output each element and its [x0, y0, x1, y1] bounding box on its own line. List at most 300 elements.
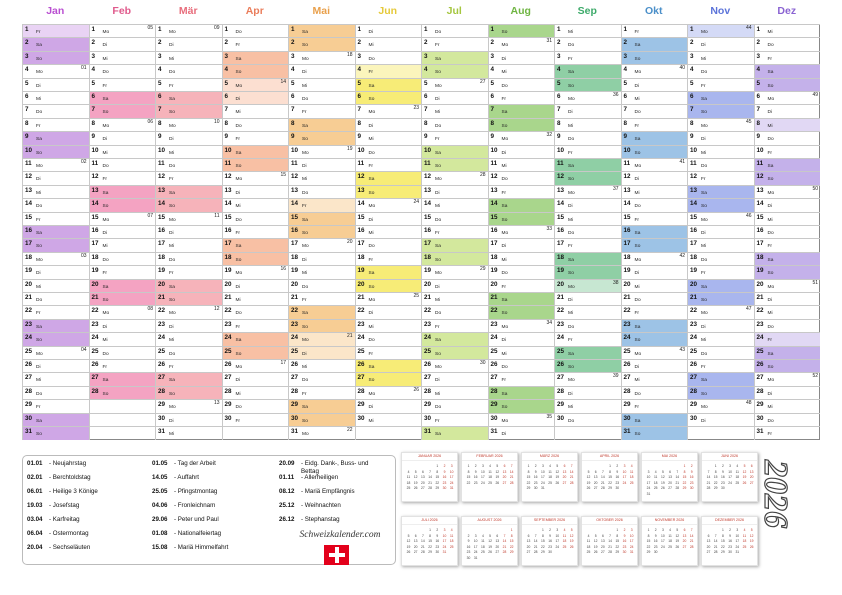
day-cell[interactable]: [89, 171, 156, 185]
day-cell[interactable]: [89, 158, 156, 172]
day-cell[interactable]: [155, 305, 222, 319]
day-cell[interactable]: [621, 346, 688, 360]
day-cell[interactable]: [754, 24, 821, 38]
day-cell[interactable]: [89, 346, 156, 360]
day-cell[interactable]: [22, 238, 89, 252]
day-cell[interactable]: [488, 91, 555, 105]
day-cell[interactable]: [488, 305, 555, 319]
day-cell[interactable]: [222, 319, 289, 333]
day-cell[interactable]: [687, 386, 754, 400]
day-cell[interactable]: [222, 118, 289, 132]
day-cell[interactable]: [754, 51, 821, 65]
day-cell[interactable]: [288, 359, 355, 373]
day-cell[interactable]: [488, 37, 555, 51]
day-cell[interactable]: [621, 319, 688, 333]
day-cell[interactable]: [155, 225, 222, 239]
day-cell[interactable]: [488, 399, 555, 413]
day-cell[interactable]: [222, 212, 289, 226]
day-cell[interactable]: [288, 426, 355, 440]
day-cell[interactable]: [155, 171, 222, 185]
day-cell[interactable]: [687, 292, 754, 306]
day-cell[interactable]: [355, 359, 422, 373]
day-cell[interactable]: [687, 158, 754, 172]
day-cell[interactable]: [288, 37, 355, 51]
day-cell[interactable]: [754, 171, 821, 185]
day-cell[interactable]: [754, 346, 821, 360]
day-cell[interactable]: [288, 131, 355, 145]
day-cell[interactable]: [288, 104, 355, 118]
day-cell[interactable]: [554, 198, 621, 212]
day-cell[interactable]: [89, 279, 156, 293]
day-cell[interactable]: [754, 332, 821, 346]
day-cell[interactable]: [687, 265, 754, 279]
day-cell[interactable]: [687, 145, 754, 159]
day-cell[interactable]: [22, 212, 89, 226]
day-cell[interactable]: [288, 319, 355, 333]
day-cell[interactable]: [421, 91, 488, 105]
day-cell[interactable]: [554, 332, 621, 346]
day-cell[interactable]: [22, 346, 89, 360]
day-cell[interactable]: [288, 158, 355, 172]
day-cell[interactable]: [621, 305, 688, 319]
day-cell[interactable]: [621, 24, 688, 38]
day-cell[interactable]: [621, 372, 688, 386]
day-cell[interactable]: [554, 158, 621, 172]
day-cell[interactable]: [355, 265, 422, 279]
day-cell[interactable]: [687, 413, 754, 427]
day-cell[interactable]: [621, 265, 688, 279]
day-cell[interactable]: [621, 91, 688, 105]
day-cell[interactable]: [754, 252, 821, 266]
day-cell[interactable]: [155, 51, 222, 65]
day-cell[interactable]: [288, 118, 355, 132]
day-cell[interactable]: [155, 426, 222, 440]
day-cell[interactable]: [421, 118, 488, 132]
day-cell[interactable]: [754, 212, 821, 226]
day-cell[interactable]: [754, 399, 821, 413]
day-cell[interactable]: [621, 279, 688, 293]
day-cell[interactable]: [421, 346, 488, 360]
day-cell[interactable]: [554, 118, 621, 132]
day-cell[interactable]: [22, 51, 89, 65]
day-cell[interactable]: [222, 171, 289, 185]
day-cell[interactable]: [222, 332, 289, 346]
day-cell[interactable]: [421, 292, 488, 306]
day-cell[interactable]: [89, 399, 156, 413]
day-cell[interactable]: [554, 24, 621, 38]
day-cell[interactable]: [421, 51, 488, 65]
day-cell[interactable]: [421, 279, 488, 293]
day-cell[interactable]: [355, 372, 422, 386]
day-cell[interactable]: [687, 104, 754, 118]
day-cell[interactable]: [621, 198, 688, 212]
day-cell[interactable]: [288, 305, 355, 319]
day-cell[interactable]: [355, 131, 422, 145]
day-cell[interactable]: [155, 64, 222, 78]
day-cell[interactable]: [754, 305, 821, 319]
day-cell[interactable]: [288, 332, 355, 346]
day-cell[interactable]: [754, 225, 821, 239]
day-cell[interactable]: [222, 265, 289, 279]
day-cell[interactable]: [355, 78, 422, 92]
day-cell[interactable]: [687, 91, 754, 105]
day-cell[interactable]: [554, 279, 621, 293]
day-cell[interactable]: [22, 426, 89, 440]
day-cell[interactable]: [22, 332, 89, 346]
day-cell[interactable]: [687, 185, 754, 199]
day-cell[interactable]: [754, 118, 821, 132]
day-cell[interactable]: [22, 24, 89, 38]
day-cell[interactable]: [288, 78, 355, 92]
day-cell[interactable]: [155, 118, 222, 132]
day-cell[interactable]: [22, 292, 89, 306]
day-cell[interactable]: [488, 185, 555, 199]
day-cell[interactable]: [488, 104, 555, 118]
day-cell[interactable]: [222, 131, 289, 145]
day-cell[interactable]: [22, 413, 89, 427]
day-cell[interactable]: [288, 171, 355, 185]
day-cell[interactable]: [89, 292, 156, 306]
day-cell[interactable]: [554, 372, 621, 386]
day-cell[interactable]: [421, 265, 488, 279]
day-cell[interactable]: [754, 131, 821, 145]
day-cell[interactable]: [554, 265, 621, 279]
day-cell[interactable]: [222, 238, 289, 252]
day-cell[interactable]: [754, 413, 821, 427]
day-cell[interactable]: [155, 332, 222, 346]
day-cell[interactable]: [89, 212, 156, 226]
day-cell[interactable]: [621, 131, 688, 145]
day-cell[interactable]: [754, 359, 821, 373]
day-cell[interactable]: [155, 158, 222, 172]
day-cell[interactable]: [554, 78, 621, 92]
day-cell[interactable]: [355, 399, 422, 413]
day-cell[interactable]: [89, 131, 156, 145]
day-cell[interactable]: [288, 279, 355, 293]
day-cell[interactable]: [488, 131, 555, 145]
day-cell[interactable]: [355, 238, 422, 252]
day-cell[interactable]: [687, 131, 754, 145]
day-cell[interactable]: [421, 359, 488, 373]
day-cell[interactable]: [488, 372, 555, 386]
day-cell[interactable]: [488, 51, 555, 65]
day-cell[interactable]: [89, 413, 156, 427]
day-cell[interactable]: [554, 212, 621, 226]
day-cell[interactable]: [621, 359, 688, 373]
day-cell[interactable]: [754, 64, 821, 78]
day-cell[interactable]: [421, 225, 488, 239]
day-cell[interactable]: [89, 64, 156, 78]
day-cell[interactable]: [687, 426, 754, 440]
day-cell[interactable]: [687, 238, 754, 252]
day-cell[interactable]: [89, 24, 156, 38]
day-cell[interactable]: [288, 346, 355, 360]
day-cell[interactable]: [288, 413, 355, 427]
day-cell[interactable]: [554, 346, 621, 360]
day-cell[interactable]: [488, 24, 555, 38]
day-cell[interactable]: [155, 238, 222, 252]
day-cell[interactable]: [22, 185, 89, 199]
day-cell[interactable]: [155, 104, 222, 118]
day-cell[interactable]: [421, 131, 488, 145]
day-cell[interactable]: [222, 51, 289, 65]
day-cell[interactable]: [355, 171, 422, 185]
day-cell[interactable]: [155, 265, 222, 279]
day-cell[interactable]: [488, 265, 555, 279]
day-cell[interactable]: [421, 198, 488, 212]
day-cell[interactable]: [554, 131, 621, 145]
day-cell[interactable]: [155, 319, 222, 333]
day-cell[interactable]: [222, 145, 289, 159]
day-cell[interactable]: [488, 118, 555, 132]
day-cell[interactable]: [488, 279, 555, 293]
day-cell[interactable]: [222, 413, 289, 427]
day-cell[interactable]: [155, 145, 222, 159]
day-cell[interactable]: [488, 158, 555, 172]
day-cell[interactable]: [687, 51, 754, 65]
day-cell[interactable]: [754, 185, 821, 199]
day-cell[interactable]: [488, 78, 555, 92]
day-cell[interactable]: [754, 265, 821, 279]
day-cell[interactable]: [222, 292, 289, 306]
day-cell[interactable]: [288, 386, 355, 400]
day-cell[interactable]: [554, 305, 621, 319]
day-cell[interactable]: [621, 51, 688, 65]
day-cell[interactable]: [355, 346, 422, 360]
day-cell[interactable]: [621, 413, 688, 427]
day-cell[interactable]: [621, 158, 688, 172]
day-cell[interactable]: [355, 212, 422, 226]
day-cell[interactable]: [155, 37, 222, 51]
day-cell[interactable]: [22, 372, 89, 386]
day-cell[interactable]: [89, 252, 156, 266]
day-cell[interactable]: [89, 37, 156, 51]
day-cell[interactable]: [222, 185, 289, 199]
day-cell[interactable]: [155, 399, 222, 413]
day-cell[interactable]: [621, 252, 688, 266]
day-cell[interactable]: [155, 386, 222, 400]
day-cell[interactable]: [687, 198, 754, 212]
day-cell[interactable]: [222, 359, 289, 373]
day-cell[interactable]: [621, 171, 688, 185]
day-cell[interactable]: [687, 359, 754, 373]
day-cell[interactable]: [288, 238, 355, 252]
day-cell[interactable]: [488, 171, 555, 185]
day-cell[interactable]: [421, 64, 488, 78]
day-cell[interactable]: [288, 198, 355, 212]
day-cell[interactable]: [288, 212, 355, 226]
day-cell[interactable]: [554, 171, 621, 185]
day-cell[interactable]: [155, 131, 222, 145]
day-cell[interactable]: [355, 386, 422, 400]
day-cell[interactable]: [355, 332, 422, 346]
day-cell[interactable]: [288, 64, 355, 78]
day-cell[interactable]: [687, 212, 754, 226]
day-cell[interactable]: [355, 91, 422, 105]
day-cell[interactable]: [621, 292, 688, 306]
day-cell[interactable]: [421, 399, 488, 413]
day-cell[interactable]: [355, 252, 422, 266]
day-cell[interactable]: [421, 212, 488, 226]
day-cell[interactable]: [355, 51, 422, 65]
day-cell[interactable]: [421, 24, 488, 38]
day-cell[interactable]: [421, 372, 488, 386]
day-cell[interactable]: [222, 399, 289, 413]
day-cell[interactable]: [89, 305, 156, 319]
day-cell[interactable]: [488, 426, 555, 440]
day-cell[interactable]: [89, 319, 156, 333]
day-cell[interactable]: [488, 319, 555, 333]
day-cell[interactable]: [488, 145, 555, 159]
day-cell[interactable]: [288, 225, 355, 239]
day-cell[interactable]: [155, 212, 222, 226]
day-cell[interactable]: [754, 319, 821, 333]
day-cell[interactable]: [621, 332, 688, 346]
day-cell[interactable]: [621, 399, 688, 413]
day-cell[interactable]: [488, 413, 555, 427]
day-cell[interactable]: [89, 104, 156, 118]
day-cell[interactable]: [687, 78, 754, 92]
day-cell[interactable]: [488, 292, 555, 306]
day-cell[interactable]: [421, 78, 488, 92]
day-cell[interactable]: [355, 104, 422, 118]
day-cell[interactable]: [488, 359, 555, 373]
day-cell[interactable]: [288, 252, 355, 266]
day-cell[interactable]: [22, 279, 89, 293]
day-cell[interactable]: [488, 252, 555, 266]
day-cell[interactable]: [222, 24, 289, 38]
day-cell[interactable]: [687, 24, 754, 38]
day-cell[interactable]: [222, 64, 289, 78]
day-cell[interactable]: [288, 265, 355, 279]
day-cell[interactable]: [22, 319, 89, 333]
day-cell[interactable]: [22, 118, 89, 132]
day-cell[interactable]: [421, 305, 488, 319]
day-cell[interactable]: [554, 91, 621, 105]
day-cell[interactable]: [155, 78, 222, 92]
day-cell[interactable]: [22, 386, 89, 400]
day-cell[interactable]: [421, 386, 488, 400]
day-cell[interactable]: [621, 225, 688, 239]
day-cell[interactable]: [222, 426, 289, 440]
day-cell[interactable]: [421, 332, 488, 346]
day-cell[interactable]: [687, 118, 754, 132]
day-cell[interactable]: [621, 78, 688, 92]
day-cell[interactable]: [421, 185, 488, 199]
day-cell[interactable]: [288, 292, 355, 306]
day-cell[interactable]: [22, 171, 89, 185]
day-cell[interactable]: [621, 64, 688, 78]
day-cell[interactable]: [288, 24, 355, 38]
day-cell[interactable]: [687, 399, 754, 413]
day-cell[interactable]: [621, 37, 688, 51]
day-cell[interactable]: [355, 292, 422, 306]
day-cell[interactable]: [89, 185, 156, 199]
day-cell[interactable]: [554, 413, 621, 427]
day-cell[interactable]: [355, 426, 422, 440]
day-cell[interactable]: [355, 24, 422, 38]
day-cell[interactable]: [22, 198, 89, 212]
day-cell[interactable]: [687, 225, 754, 239]
day-cell[interactable]: [488, 225, 555, 239]
day-cell[interactable]: [488, 386, 555, 400]
day-cell[interactable]: [687, 279, 754, 293]
day-cell[interactable]: [754, 78, 821, 92]
day-cell[interactable]: [22, 64, 89, 78]
day-cell[interactable]: [488, 332, 555, 346]
day-cell[interactable]: [355, 319, 422, 333]
brand-text[interactable]: Schweizkalender.com: [299, 530, 381, 540]
day-cell[interactable]: [421, 171, 488, 185]
day-cell[interactable]: [554, 64, 621, 78]
day-cell[interactable]: [554, 104, 621, 118]
day-cell[interactable]: [222, 158, 289, 172]
day-cell[interactable]: [754, 426, 821, 440]
day-cell[interactable]: [22, 305, 89, 319]
day-cell[interactable]: [89, 91, 156, 105]
day-cell[interactable]: [621, 386, 688, 400]
day-cell[interactable]: [687, 252, 754, 266]
day-cell[interactable]: [155, 279, 222, 293]
day-cell[interactable]: [621, 212, 688, 226]
day-cell[interactable]: [222, 37, 289, 51]
day-cell[interactable]: [355, 37, 422, 51]
day-cell[interactable]: [89, 225, 156, 239]
day-cell[interactable]: [22, 225, 89, 239]
day-cell[interactable]: [155, 24, 222, 38]
day-cell[interactable]: [355, 305, 422, 319]
day-cell[interactable]: [222, 386, 289, 400]
day-cell[interactable]: [687, 332, 754, 346]
day-cell[interactable]: [754, 198, 821, 212]
day-cell[interactable]: [89, 332, 156, 346]
day-cell[interactable]: [421, 238, 488, 252]
day-cell[interactable]: [554, 386, 621, 400]
day-cell[interactable]: [155, 292, 222, 306]
day-cell[interactable]: [554, 426, 621, 440]
day-cell[interactable]: [22, 359, 89, 373]
day-cell[interactable]: [355, 118, 422, 132]
day-cell[interactable]: [89, 238, 156, 252]
day-cell[interactable]: [687, 372, 754, 386]
day-cell[interactable]: [89, 359, 156, 373]
day-cell[interactable]: [89, 265, 156, 279]
day-cell[interactable]: [155, 91, 222, 105]
day-cell[interactable]: [355, 145, 422, 159]
day-cell[interactable]: [355, 158, 422, 172]
day-cell[interactable]: [288, 399, 355, 413]
day-cell[interactable]: [89, 145, 156, 159]
day-cell[interactable]: [22, 265, 89, 279]
day-cell[interactable]: [554, 225, 621, 239]
day-cell[interactable]: [754, 386, 821, 400]
day-cell[interactable]: [554, 252, 621, 266]
day-cell[interactable]: [222, 104, 289, 118]
day-cell[interactable]: [355, 413, 422, 427]
day-cell[interactable]: [621, 426, 688, 440]
day-cell[interactable]: [22, 145, 89, 159]
day-cell[interactable]: [355, 198, 422, 212]
day-cell[interactable]: [288, 51, 355, 65]
day-cell[interactable]: [687, 319, 754, 333]
day-cell[interactable]: [89, 198, 156, 212]
day-cell[interactable]: [621, 185, 688, 199]
day-cell[interactable]: [754, 158, 821, 172]
day-cell[interactable]: [22, 252, 89, 266]
day-cell[interactable]: [22, 399, 89, 413]
day-cell[interactable]: [554, 319, 621, 333]
day-cell[interactable]: [222, 252, 289, 266]
